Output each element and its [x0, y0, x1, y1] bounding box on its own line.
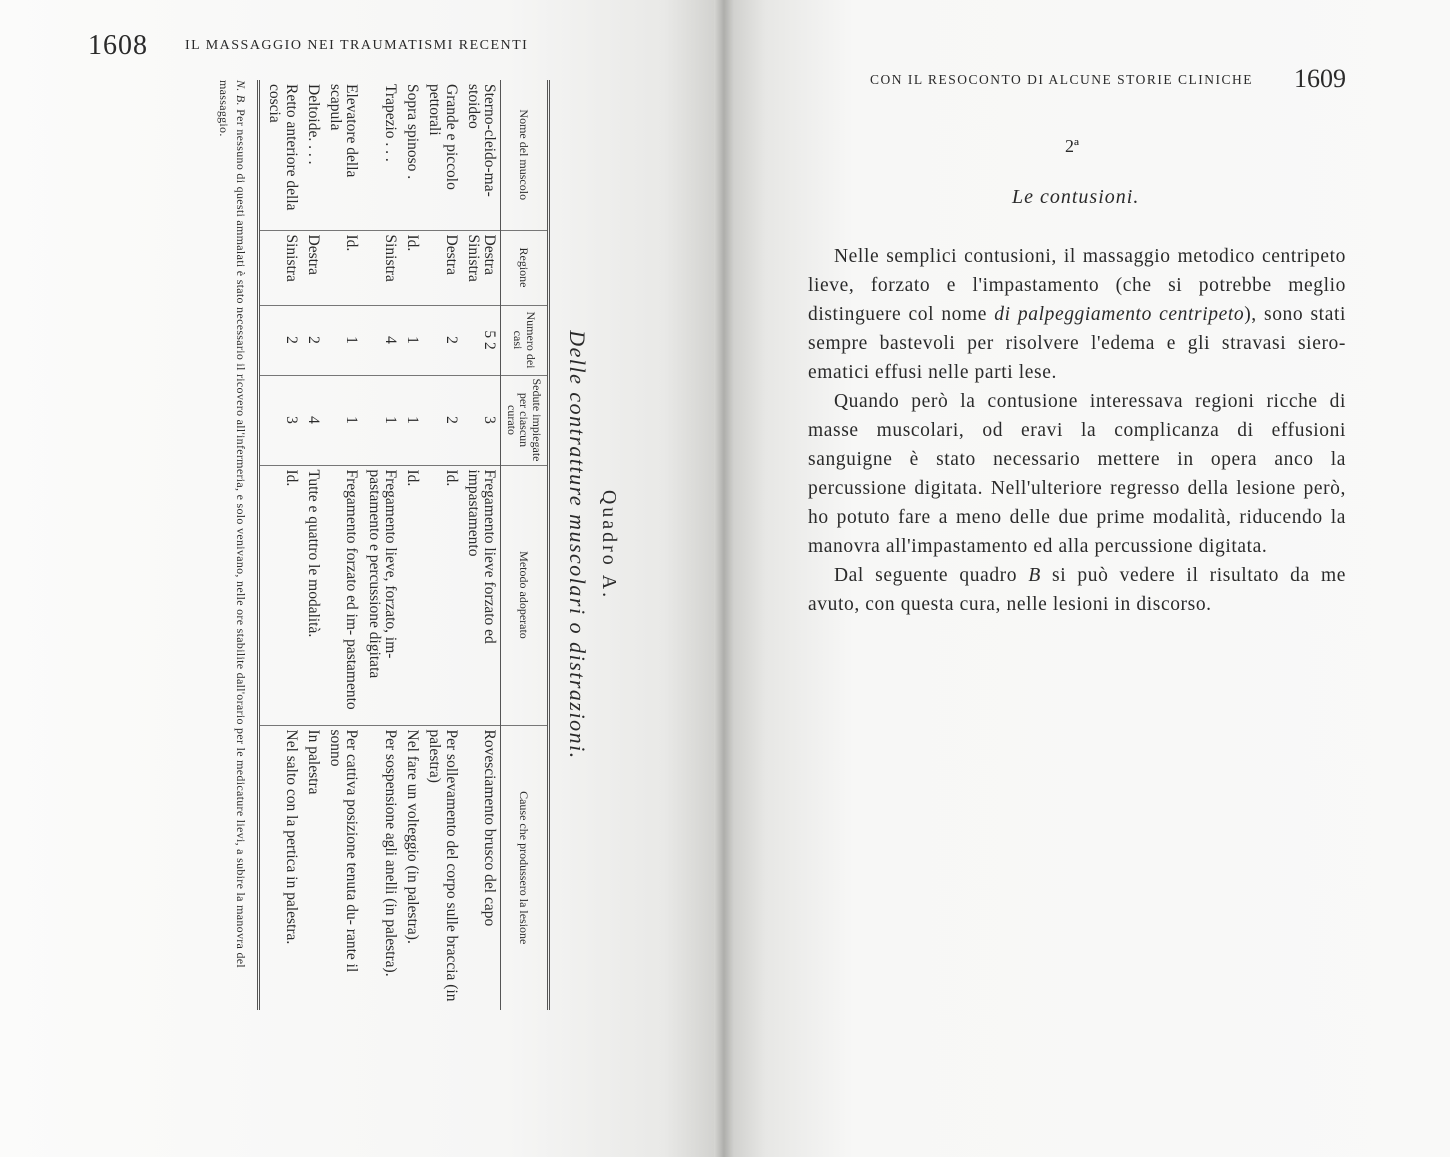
paragraph: Quando però la contusione interessava regioni ricche di masse muscolari, od eravi la complicanza di effusioni sanguigne è stato necessario mettere in opera anco la percussione digitata. Nell'ulteriore regresso della lesione però, ho potuto fare a meno delle due prime modalità, riducendo la manovra all'impastamento ed alla percussione digitata. — [808, 391, 1346, 557]
cell-causes: Rovesciamento brusco del capo — [462, 725, 501, 1010]
header-cases: Numero dei casi — [501, 305, 549, 375]
cell-sessions: 3 — [259, 375, 302, 465]
table-row — [401, 80, 423, 1010]
cell-muscle: Trapezio . . . — [381, 84, 399, 162]
cell-cases: 5 2 — [462, 305, 501, 375]
cell-cases: 2 — [423, 305, 462, 375]
cell-region: Sinistra — [362, 230, 401, 305]
cell-region: Destra — [423, 230, 462, 305]
section-number: 2ª — [1065, 136, 1079, 156]
cell-region: Destra — [302, 230, 324, 305]
paragraph-text: si può vedere il risultato da me avuto, con questa cura, nelle lesioni in discorso. — [808, 565, 1346, 615]
cell-muscle: Sterno-cleido-ma- stoideo — [464, 84, 499, 197]
header-region: Regione — [501, 230, 549, 305]
footnote-text: Per nessuno di questi ammalati è stato necessario il ricovero all'infermeria, e solo venivano, nelle ore stabilite dall'orario per le medicature lievi, a subire la manovra del massaggio. — [217, 80, 249, 969]
cell-causes: Per sollevamento del corpo sulle braccia (in palestra) — [423, 725, 462, 1010]
cell-method: Id. — [259, 465, 302, 725]
paragraph-emphasis: di palpeggiamento centripeto — [994, 304, 1245, 325]
table-footnote — [215, 80, 249, 1010]
cell-method: Fregamento lieve, forzato, im- pastamento e percussione digitata — [362, 465, 401, 725]
book-gutter — [714, 0, 734, 1157]
cell-sessions: 4 — [302, 375, 324, 465]
cell-muscle: Retto anteriore della coscia — [259, 80, 302, 230]
header-method: Metodo adoperato — [501, 465, 549, 725]
cell-muscle: Deltoide. . . . — [304, 84, 322, 165]
cell-muscle: Grande e piccolo pettorali — [426, 84, 460, 190]
cell-method: Fregamento lieve forzato ed impastamento — [462, 465, 501, 725]
muscle-table — [257, 80, 550, 1010]
cell-sessions: 3 — [462, 375, 501, 465]
table-title: Delle contratture muscolari o distrazioni. — [565, 330, 590, 760]
section-title: Le contusioni. — [1012, 186, 1140, 208]
cell-sessions: 1 — [362, 375, 401, 465]
header-causes: Cause che produssero la lesione — [501, 725, 549, 1010]
cell-cases: 1 — [401, 305, 423, 375]
rotated-table-block — [80, 65, 620, 1025]
cell-causes: Nel salto con la pertica in palestra. — [259, 725, 302, 1010]
paragraph — [808, 242, 1346, 387]
cell-causes: Per cattiva posizione tenuta du- rante il sonno — [324, 725, 363, 1010]
cell-cases: 1 — [324, 305, 363, 375]
table-row — [362, 80, 401, 1010]
table-row — [423, 80, 462, 1010]
paragraph-emphasis: B — [1028, 565, 1041, 586]
running-head-left: IL MASSAGGIO NEI TRAUMATISMI RECENTI — [185, 38, 529, 53]
cell-region: Sinistra — [259, 230, 302, 305]
cell-muscle: Sopra spinoso . — [404, 84, 422, 180]
cell-causes: Nel fare un volteggio (in palestra). — [401, 725, 423, 1010]
table-row — [324, 80, 363, 1010]
cell-sessions: 1 — [401, 375, 423, 465]
header-muscle: Nome del muscolo — [501, 80, 549, 230]
table-row — [259, 80, 302, 1010]
page-number-left: 1608 — [88, 30, 148, 61]
running-head-right: CON IL RESOCONTO DI ALCUNE STORIE CLINICHE — [870, 72, 1253, 87]
paragraph-text: Dal seguente quadro — [834, 565, 1029, 586]
paragraph — [808, 561, 1346, 619]
cell-cases: 4 — [362, 305, 401, 375]
cell-method: Fregamento forzato ed im- pastamento — [324, 465, 363, 725]
footnote-label: N. B. — [234, 80, 249, 106]
cell-causes: In palestra — [302, 725, 324, 1010]
cell-region: Id. — [324, 230, 363, 305]
table-label: Quadro A. — [598, 489, 620, 601]
paragraph-text: Nelle semplici contusioni, il massaggio metodico centripeto lieve, forzato e l'impastamento (che si potrebbe meglio distinguere col nome — [808, 246, 1346, 325]
cell-sessions: 2 — [423, 375, 462, 465]
cell-cases: 2 — [259, 305, 302, 375]
header-sessions: Sedute impiegate per ciascun curato — [501, 375, 549, 465]
cell-muscle: Elevatore della scapula — [327, 84, 361, 178]
body-text — [808, 242, 1346, 619]
paragraph-text: ), sono stati sempre bastevoli per risolvere l'edema e gli stravasi siero-ematici effusi nelle parti lese. — [808, 304, 1346, 383]
table-header-row — [501, 80, 549, 1010]
cell-cases: 2 — [302, 305, 324, 375]
table-row — [302, 80, 324, 1010]
cell-region: Destra Sinistra — [462, 230, 501, 305]
cell-region: Id. — [401, 230, 423, 305]
table-row — [462, 80, 501, 1010]
cell-method: Id. — [401, 465, 423, 725]
page-number-right: 1609 — [1294, 64, 1346, 93]
cell-method: Id. — [423, 465, 462, 725]
cell-causes: Per sospensione agli anelli (in palestra). — [362, 725, 401, 1010]
cell-method: Tutte e quattro le modalità. — [302, 465, 324, 725]
cell-sessions: 1 — [324, 375, 363, 465]
